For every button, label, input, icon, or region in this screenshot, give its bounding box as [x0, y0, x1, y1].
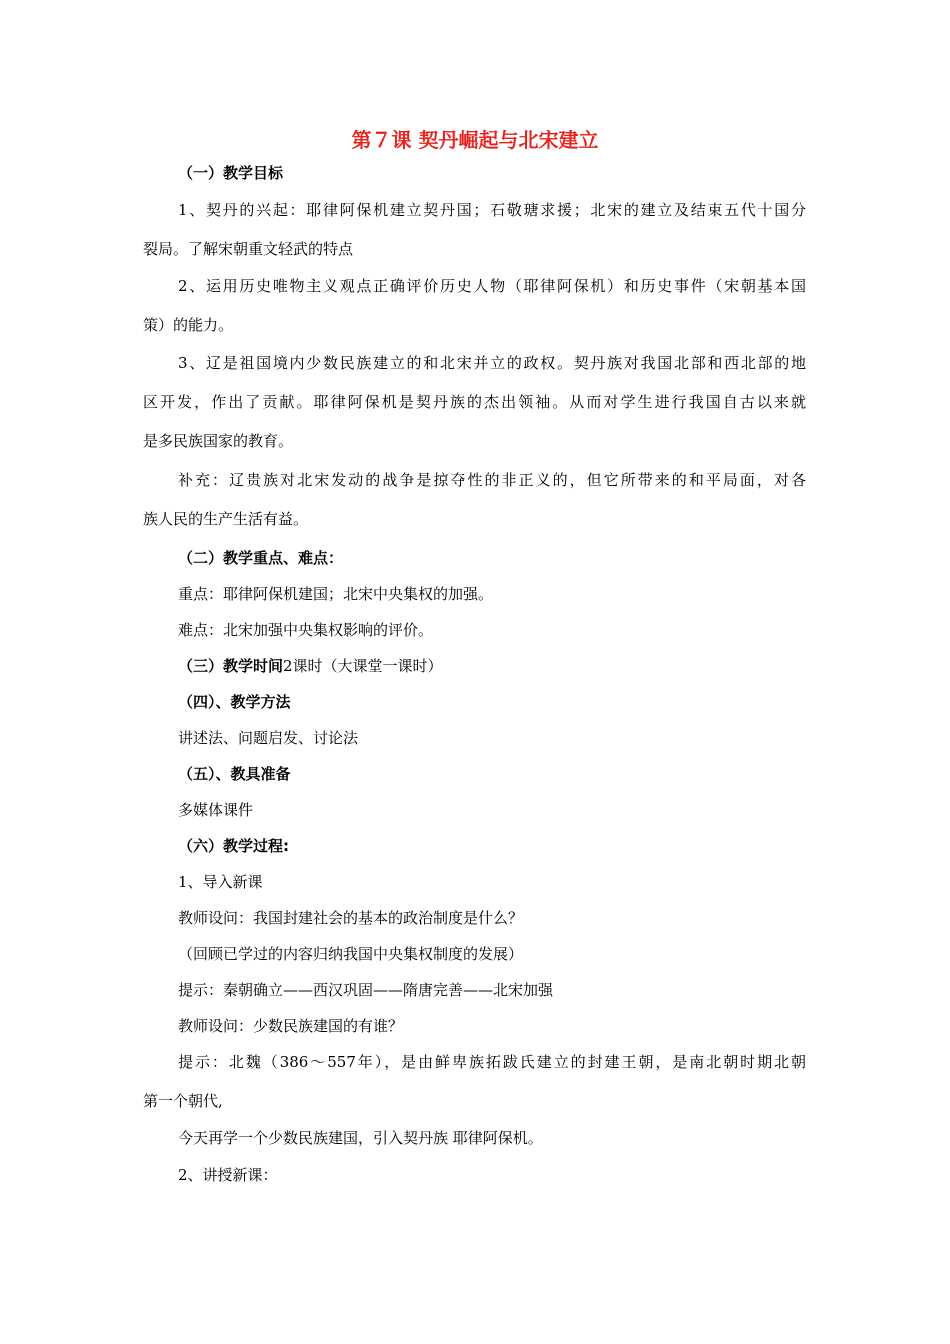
- today-intro: 今天再学一个少数民族建国，引入契丹族 耶律阿保机。: [178, 1129, 543, 1147]
- section-keypoints-heading: （二）教学重点、难点：: [178, 549, 344, 567]
- difficult-point: 难点：北宋加强中央集权影响的评价。: [178, 621, 434, 639]
- supplement-line-1: 补充：辽贵族对北宋发动的战争是掠夺性的非正义的，但它所带来的和平局面，对各: [178, 471, 806, 489]
- section-process-heading: （六）教学过程:: [178, 837, 289, 855]
- hint-1: 提示：秦朝确立——西汉巩固——隋唐完善——北宋加强: [178, 981, 554, 999]
- objective-1-line-1: 1、契丹的兴起：耶律阿保机建立契丹国；石敬瑭求援；北宋的建立及结束五代十国分: [178, 201, 806, 219]
- objective-3-line-2: 区开发，作出了贡献。耶律阿保机是契丹族的杰出领袖。从而对学生进行我国自古以来就: [143, 393, 806, 411]
- objective-2-line-1: 2、运用历史唯物主义观点正确评价历史人物（耶律阿保机）和历史事件（宋朝基本国: [178, 277, 806, 295]
- review-note: （回顾已学过的内容归纳我国中央集权制度的发展）: [178, 945, 524, 963]
- teacher-question-1: 教师设问：我国封建社会的基本的政治制度是什么？: [178, 909, 524, 927]
- method-text: 讲述法、问题启发、讨论法: [178, 729, 359, 747]
- key-point: 重点：耶律阿保机建国；北宋中央集权的加强。: [178, 585, 494, 603]
- section-method-heading: （四）、教学方法: [178, 693, 291, 711]
- hint-2-line-2: 第一个朝代,: [143, 1092, 223, 1110]
- objective-3-line-1: 3、辽是祖国境内少数民族建立的和北宋并立的政权。契丹族对我国北部和西北部的地: [178, 354, 806, 372]
- objective-2-line-2: 策）的能力。: [143, 316, 234, 334]
- supplement-line-2: 族人民的生产生活有益。: [143, 510, 309, 528]
- tools-text: 多媒体课件: [178, 801, 254, 819]
- process-step-2: 2、讲授新课：: [178, 1166, 278, 1184]
- process-step-1: 1、导入新课: [178, 873, 263, 891]
- objective-1-line-2: 裂局。了解宋朝重文轻武的特点: [143, 240, 354, 258]
- objective-3-line-3: 是多民族国家的教育。: [143, 432, 294, 450]
- section-objectives-heading: （一）教学目标: [178, 164, 284, 182]
- section-time-heading: （三）教学时间: [178, 657, 284, 675]
- section-time-text: 2课时（大课堂一课时）: [283, 657, 443, 675]
- lesson-title: 第７课 契丹崛起与北宋建立: [351, 128, 599, 152]
- section-time-line: [178, 656, 443, 676]
- section-tools-heading: （五）、教具准备: [178, 765, 291, 783]
- hint-2-line-1: 提示：北魏（386～557年），是由鲜卑族拓跋氏建立的封建王朝，是南北朝时期北朝: [178, 1053, 806, 1071]
- teacher-question-2: 教师设问：少数民族建国的有谁？: [178, 1017, 404, 1035]
